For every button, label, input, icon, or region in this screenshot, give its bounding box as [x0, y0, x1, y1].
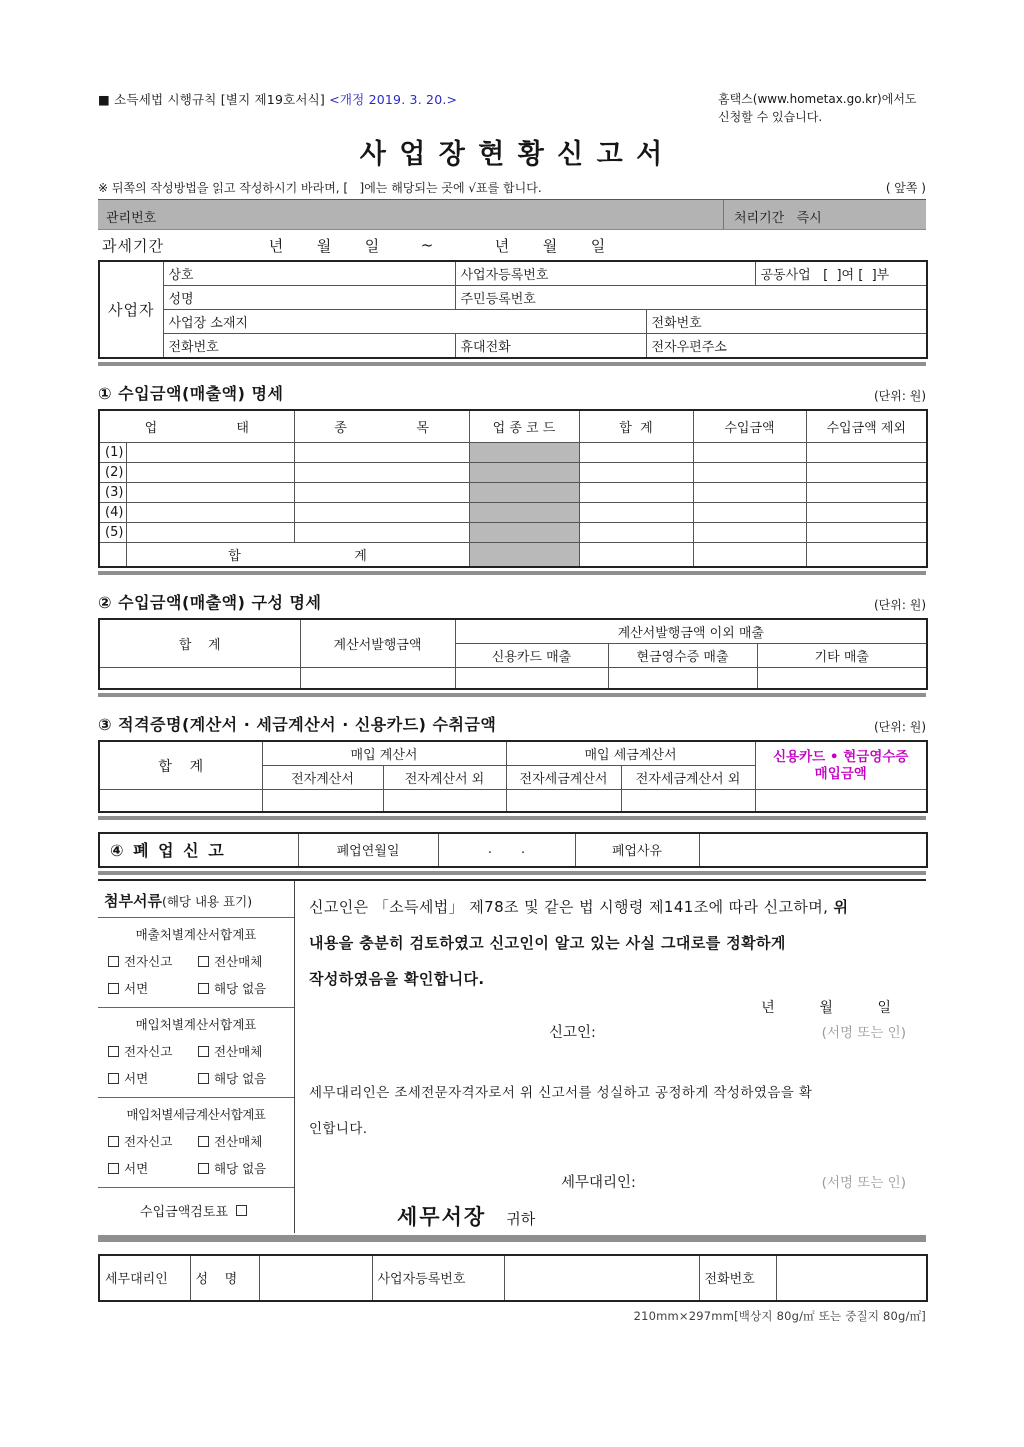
- declaration-date-line[interactable]: 년 월 일: [761, 999, 892, 1016]
- card-cash-purchase-cell[interactable]: [755, 790, 927, 812]
- site-address-field[interactable]: 사업장 소재지: [163, 310, 646, 334]
- attachment-group-name: 매입처별계산서합계표: [135, 1016, 257, 1032]
- total-row-spacer: [99, 542, 126, 567]
- top-note-row: [98, 90, 926, 126]
- section-divider: [98, 816, 926, 820]
- industry-code-total-cell[interactable]: [469, 542, 579, 567]
- section2-title-row: [98, 590, 926, 613]
- declaration-panel: [295, 881, 926, 1233]
- tax-period-year2[interactable]: 년: [494, 236, 510, 255]
- owner-name-field[interactable]: 성명: [163, 286, 455, 310]
- paper-spec-note: 210mm×297mm[백상지 80g/㎡ 또는 중질지 80g/㎡]: [633, 1308, 926, 1323]
- business-type-cell[interactable]: [126, 502, 294, 522]
- recipient-row: [309, 1201, 920, 1233]
- agent-sign-row: [309, 1171, 920, 1197]
- section-divider: [98, 871, 926, 875]
- option-e-filing[interactable]: 전자신고: [108, 952, 194, 970]
- checkbox-paper[interactable]: [108, 1163, 119, 1174]
- income-cell[interactable]: [693, 522, 806, 542]
- card-sales-cell[interactable]: [455, 667, 608, 689]
- attachments-header: 첨부서류(해당 내용 표기): [98, 881, 294, 918]
- income-excluded-cell[interactable]: [806, 462, 927, 482]
- closure-date-cell[interactable]: . .: [438, 833, 575, 867]
- income-cell[interactable]: [693, 502, 806, 522]
- attachments-title: 첨부서류: [104, 891, 162, 910]
- recipient-title: 세무서장: [397, 1204, 487, 1229]
- option-electronic-media[interactable]: 전산매체: [198, 952, 284, 970]
- email-field[interactable]: 전자우편주소: [646, 334, 927, 359]
- agent-biz-no-cell[interactable]: [504, 1255, 699, 1301]
- e-invoice-ex-cell[interactable]: [383, 790, 506, 812]
- attachment-group-sales-invoice: [98, 918, 294, 1008]
- col-header-income: 수입금액: [693, 410, 806, 442]
- qualified-evidence-table: [98, 740, 928, 813]
- agent-declaration-line2: 인합니다.: [309, 1120, 368, 1137]
- option-not-applicable[interactable]: 해당 없음: [198, 1069, 284, 1087]
- income-cell[interactable]: [693, 442, 806, 462]
- mobile-field[interactable]: 휴대전화: [455, 334, 646, 359]
- col-group-purchase-invoice: 매입 계산서: [262, 741, 506, 766]
- income-excluded-sum-cell[interactable]: [806, 542, 927, 567]
- checkbox-electronic-media[interactable]: [198, 1136, 209, 1147]
- row-number: (1): [99, 442, 126, 462]
- attachment-group-name: 매출처별계산서합계표: [135, 926, 257, 942]
- revision-text: <개정 2019. 3. 20.>: [329, 92, 458, 107]
- e-invoice-cell[interactable]: [262, 790, 383, 812]
- agent-biz-no-label: 사업자등록번호: [372, 1255, 504, 1301]
- section-divider: [98, 362, 926, 366]
- total-cell[interactable]: [579, 462, 693, 482]
- agent-declaration: [309, 1075, 920, 1147]
- process-time-label: 처리기간 즉시: [723, 200, 926, 229]
- total-cell[interactable]: [579, 442, 693, 462]
- cash-receipt-sales-cell[interactable]: [608, 667, 757, 689]
- section2-unit: (단위: 원): [874, 597, 926, 612]
- section-divider: [98, 571, 926, 575]
- option-paper[interactable]: 서면: [108, 1159, 194, 1177]
- trade-name-field[interactable]: 상호: [163, 261, 455, 286]
- attachments-panel: [98, 881, 295, 1233]
- col-header-business-type: 업 태: [99, 410, 294, 442]
- tax-agent-table: [98, 1254, 928, 1302]
- closure-reason-cell[interactable]: [699, 833, 927, 867]
- row-number: (3): [99, 482, 126, 502]
- col-header-industry-code: 업 종 코 드: [469, 410, 579, 442]
- total-row-label: 합 계: [126, 542, 469, 567]
- option-not-applicable[interactable]: 해당 없음: [198, 1159, 284, 1177]
- agent-name-cell[interactable]: [259, 1255, 372, 1301]
- agent-phone-label: 전화번호: [699, 1255, 776, 1301]
- income-composition-table: [98, 618, 928, 691]
- section1-unit: (단위: 원): [874, 389, 926, 403]
- section-divider: [98, 693, 926, 697]
- attachment-group-purchase-tax-invoice: [98, 1098, 294, 1188]
- checkbox-paper[interactable]: [108, 1073, 119, 1084]
- col-header-total: 합 계: [99, 741, 262, 790]
- income-excluded-cell[interactable]: [806, 482, 927, 502]
- hometax-note-line2: 신청할 수 있습니다.: [718, 110, 823, 124]
- section3-unit: (단위: 원): [874, 720, 926, 734]
- agent-group-label: 세무대리인: [99, 1255, 190, 1301]
- bottom-thick-divider: [98, 1235, 926, 1242]
- e-tax-invoice-cell[interactable]: [506, 790, 621, 812]
- recipient-suffix: 귀하: [506, 1209, 536, 1228]
- option-e-filing[interactable]: 전자신고: [108, 1042, 194, 1060]
- total-cell[interactable]: [579, 522, 693, 542]
- tax-period-year1[interactable]: 년: [268, 236, 284, 255]
- agent-phone-cell[interactable]: [776, 1255, 927, 1301]
- tax-period-day1[interactable]: 일: [364, 236, 380, 255]
- filer-sign-note: (서명 또는 인): [821, 1024, 906, 1041]
- col-group-other-sales: 계산서발행금액 이외 매출: [455, 619, 927, 644]
- checkbox-electronic-media[interactable]: [198, 1046, 209, 1057]
- section1-title: ① 수입금액(매출액) 명세: [98, 384, 284, 403]
- bottom-section: [98, 879, 926, 1233]
- item-cell[interactable]: [294, 442, 469, 462]
- checkbox-income-review[interactable]: [236, 1205, 247, 1216]
- business-group-label: 사업자: [99, 261, 163, 358]
- front-marker: ( 앞쪽 ): [885, 181, 926, 195]
- checkbox-not-applicable[interactable]: [198, 1073, 209, 1084]
- col-header-invoice-amount: 계산서발행금액: [300, 619, 455, 668]
- closure-date-label: 폐업연월일: [298, 833, 438, 867]
- row-number: (2): [99, 462, 126, 482]
- hometax-note: [718, 90, 926, 126]
- tax-period-month1[interactable]: 월: [316, 236, 332, 255]
- form-page: [98, 0, 926, 1324]
- tax-period-month2[interactable]: 월: [542, 236, 558, 255]
- total-value-cell[interactable]: [99, 790, 262, 812]
- col-header-etc-sales: 기타 매출: [757, 643, 927, 667]
- col-header-total: 합 계: [579, 410, 693, 442]
- checkbox-paper[interactable]: [108, 983, 119, 994]
- option-not-applicable[interactable]: 해당 없음: [198, 979, 284, 997]
- biz-reg-no-field[interactable]: 사업자등록번호: [455, 261, 755, 286]
- col-header-income-excluded: 수입금액 제외: [806, 410, 927, 442]
- business-type-cell[interactable]: [126, 462, 294, 482]
- section3-title: ③ 적격증명(계산서 · 세금계산서 · 신용카드) 수취금액: [98, 715, 497, 734]
- total-sum-cell[interactable]: [579, 542, 693, 567]
- option-electronic-media[interactable]: 전산매체: [198, 1042, 284, 1060]
- closure-reason-label: 폐업사유: [575, 833, 699, 867]
- attachment-group-purchase-invoice: [98, 1008, 294, 1098]
- col-header-card-cash-purchase: 신용카드 • 현금영수증 매입금액: [755, 741, 927, 790]
- filer-sign-row: [309, 1021, 920, 1047]
- phone-field[interactable]: 전화번호: [163, 334, 455, 359]
- etc-sales-cell[interactable]: [757, 667, 927, 689]
- business-info-table: [98, 260, 928, 359]
- option-e-filing[interactable]: 전자신고: [108, 1132, 194, 1150]
- tax-period-tilde: ~: [420, 236, 434, 254]
- declaration-line2: 내용을 충분히 검토하였고 신고인이 알고 있는 사실 그대로를 정확하게: [309, 933, 786, 952]
- tax-period-label: 과세기간: [102, 236, 164, 255]
- instruction-row: [98, 179, 926, 196]
- checkbox-e-filing[interactable]: [108, 1136, 119, 1147]
- income-review-option[interactable]: [98, 1188, 294, 1233]
- business-type-cell[interactable]: [126, 482, 294, 502]
- site-phone-field[interactable]: 전화번호: [646, 310, 927, 334]
- income-cell[interactable]: [693, 462, 806, 482]
- checkbox-electronic-media[interactable]: [198, 956, 209, 967]
- col-header-card-sales: 신용카드 매출: [455, 643, 608, 667]
- col-header-total: 합 계: [99, 619, 300, 668]
- section1-title-row: [98, 381, 926, 404]
- income-excluded-cell[interactable]: [806, 502, 927, 522]
- col-group-purchase-tax-invoice: 매입 세금계산서: [506, 741, 755, 766]
- tax-period-row: [98, 230, 926, 260]
- checkbox-not-applicable[interactable]: [198, 1163, 209, 1174]
- invoice-amount-cell[interactable]: [300, 667, 455, 689]
- item-cell[interactable]: [294, 462, 469, 482]
- option-paper[interactable]: 서면: [108, 979, 194, 997]
- joint-business-field[interactable]: 공동사업 [ ]여 [ ]부: [755, 261, 927, 286]
- agent-sign-note: (서명 또는 인): [821, 1174, 906, 1191]
- tax-period-day2[interactable]: 일: [590, 236, 606, 255]
- industry-code-cell[interactable]: [469, 502, 579, 522]
- income-detail-table: [98, 409, 928, 568]
- row-number: (5): [99, 522, 126, 542]
- col-header-e-tax-invoice-ex: 전자세금계산서 외: [621, 766, 755, 790]
- manage-number-label[interactable]: 관리번호: [106, 211, 157, 226]
- col-header-cash-receipt-sales: 현금영수증 매출: [608, 643, 757, 667]
- business-type-cell[interactable]: [126, 442, 294, 462]
- attachment-group-name: 매입처별세금계산서합계표: [126, 1106, 266, 1122]
- checkbox-e-filing[interactable]: [108, 1046, 119, 1057]
- option-paper[interactable]: 서면: [108, 1069, 194, 1087]
- income-excluded-cell[interactable]: [806, 522, 927, 542]
- col-header-e-tax-invoice: 전자세금계산서: [506, 766, 621, 790]
- income-review-label: 수입금액검토표: [140, 1204, 228, 1220]
- industry-code-cell[interactable]: [469, 462, 579, 482]
- checkbox-not-applicable[interactable]: [198, 983, 209, 994]
- col-header-item: 종 목: [294, 410, 469, 442]
- declaration-line3: 작성하였음을 확인합니다.: [309, 969, 485, 988]
- filer-label[interactable]: 신고인:: [549, 1024, 596, 1041]
- form-reference: [98, 90, 457, 108]
- income-cell[interactable]: [693, 482, 806, 502]
- agent-label[interactable]: 세무대리인:: [561, 1174, 636, 1191]
- agent-declaration-line1: 세무대리인은 조세전문자격자로서 위 신고서를 성실하고 공정하게 작성하였음을 확: [309, 1084, 813, 1101]
- total-cell[interactable]: [579, 502, 693, 522]
- e-tax-invoice-ex-cell[interactable]: [621, 790, 755, 812]
- business-type-cell[interactable]: [126, 522, 294, 542]
- col-header-e-invoice-ex: 전자계산서 외: [383, 766, 506, 790]
- manage-number-bar: [98, 199, 926, 230]
- checkbox-e-filing[interactable]: [108, 956, 119, 967]
- option-electronic-media[interactable]: 전산매체: [198, 1132, 284, 1150]
- section3-title-row: [98, 712, 926, 735]
- closure-report-table: [98, 832, 928, 868]
- total-value-cell[interactable]: [99, 667, 300, 689]
- income-sum-cell[interactable]: [693, 542, 806, 567]
- form-ref-text: ■ 소득세법 시행규칙 [별지 제19호서식]: [98, 92, 326, 107]
- form-title: 사 업 장 현 황 신 고 서: [359, 139, 665, 170]
- hometax-note-line1: 홈택스(www.hometax.go.kr)에서도: [718, 92, 917, 106]
- section4-title: ④ 폐 업 신 고: [99, 833, 298, 867]
- industry-code-cell[interactable]: [469, 482, 579, 502]
- industry-code-cell[interactable]: [469, 522, 579, 542]
- total-cell[interactable]: [579, 482, 693, 502]
- row-number: (4): [99, 502, 126, 522]
- item-cell[interactable]: [294, 482, 469, 502]
- col-header-e-invoice: 전자계산서: [262, 766, 383, 790]
- industry-code-cell[interactable]: [469, 442, 579, 462]
- declaration-line1: 신고인은 「소득세법」 제78조 및 같은 법 시행령 제141조에 따라 신고하며, 위: [309, 897, 849, 916]
- instruction-text: ※ 뒤쪽의 작성방법을 읽고 작성하시기 바라며, [ ]에는 해당되는 곳에 √표를 합니다.: [98, 181, 542, 195]
- income-excluded-cell[interactable]: [806, 442, 927, 462]
- resident-no-field[interactable]: 주민등록번호: [455, 286, 927, 310]
- agent-name-label: 성 명: [190, 1255, 259, 1301]
- item-cell[interactable]: [294, 522, 469, 542]
- section2-title: ② 수입금액(매출액) 구성 명세: [98, 592, 322, 612]
- item-cell[interactable]: [294, 502, 469, 522]
